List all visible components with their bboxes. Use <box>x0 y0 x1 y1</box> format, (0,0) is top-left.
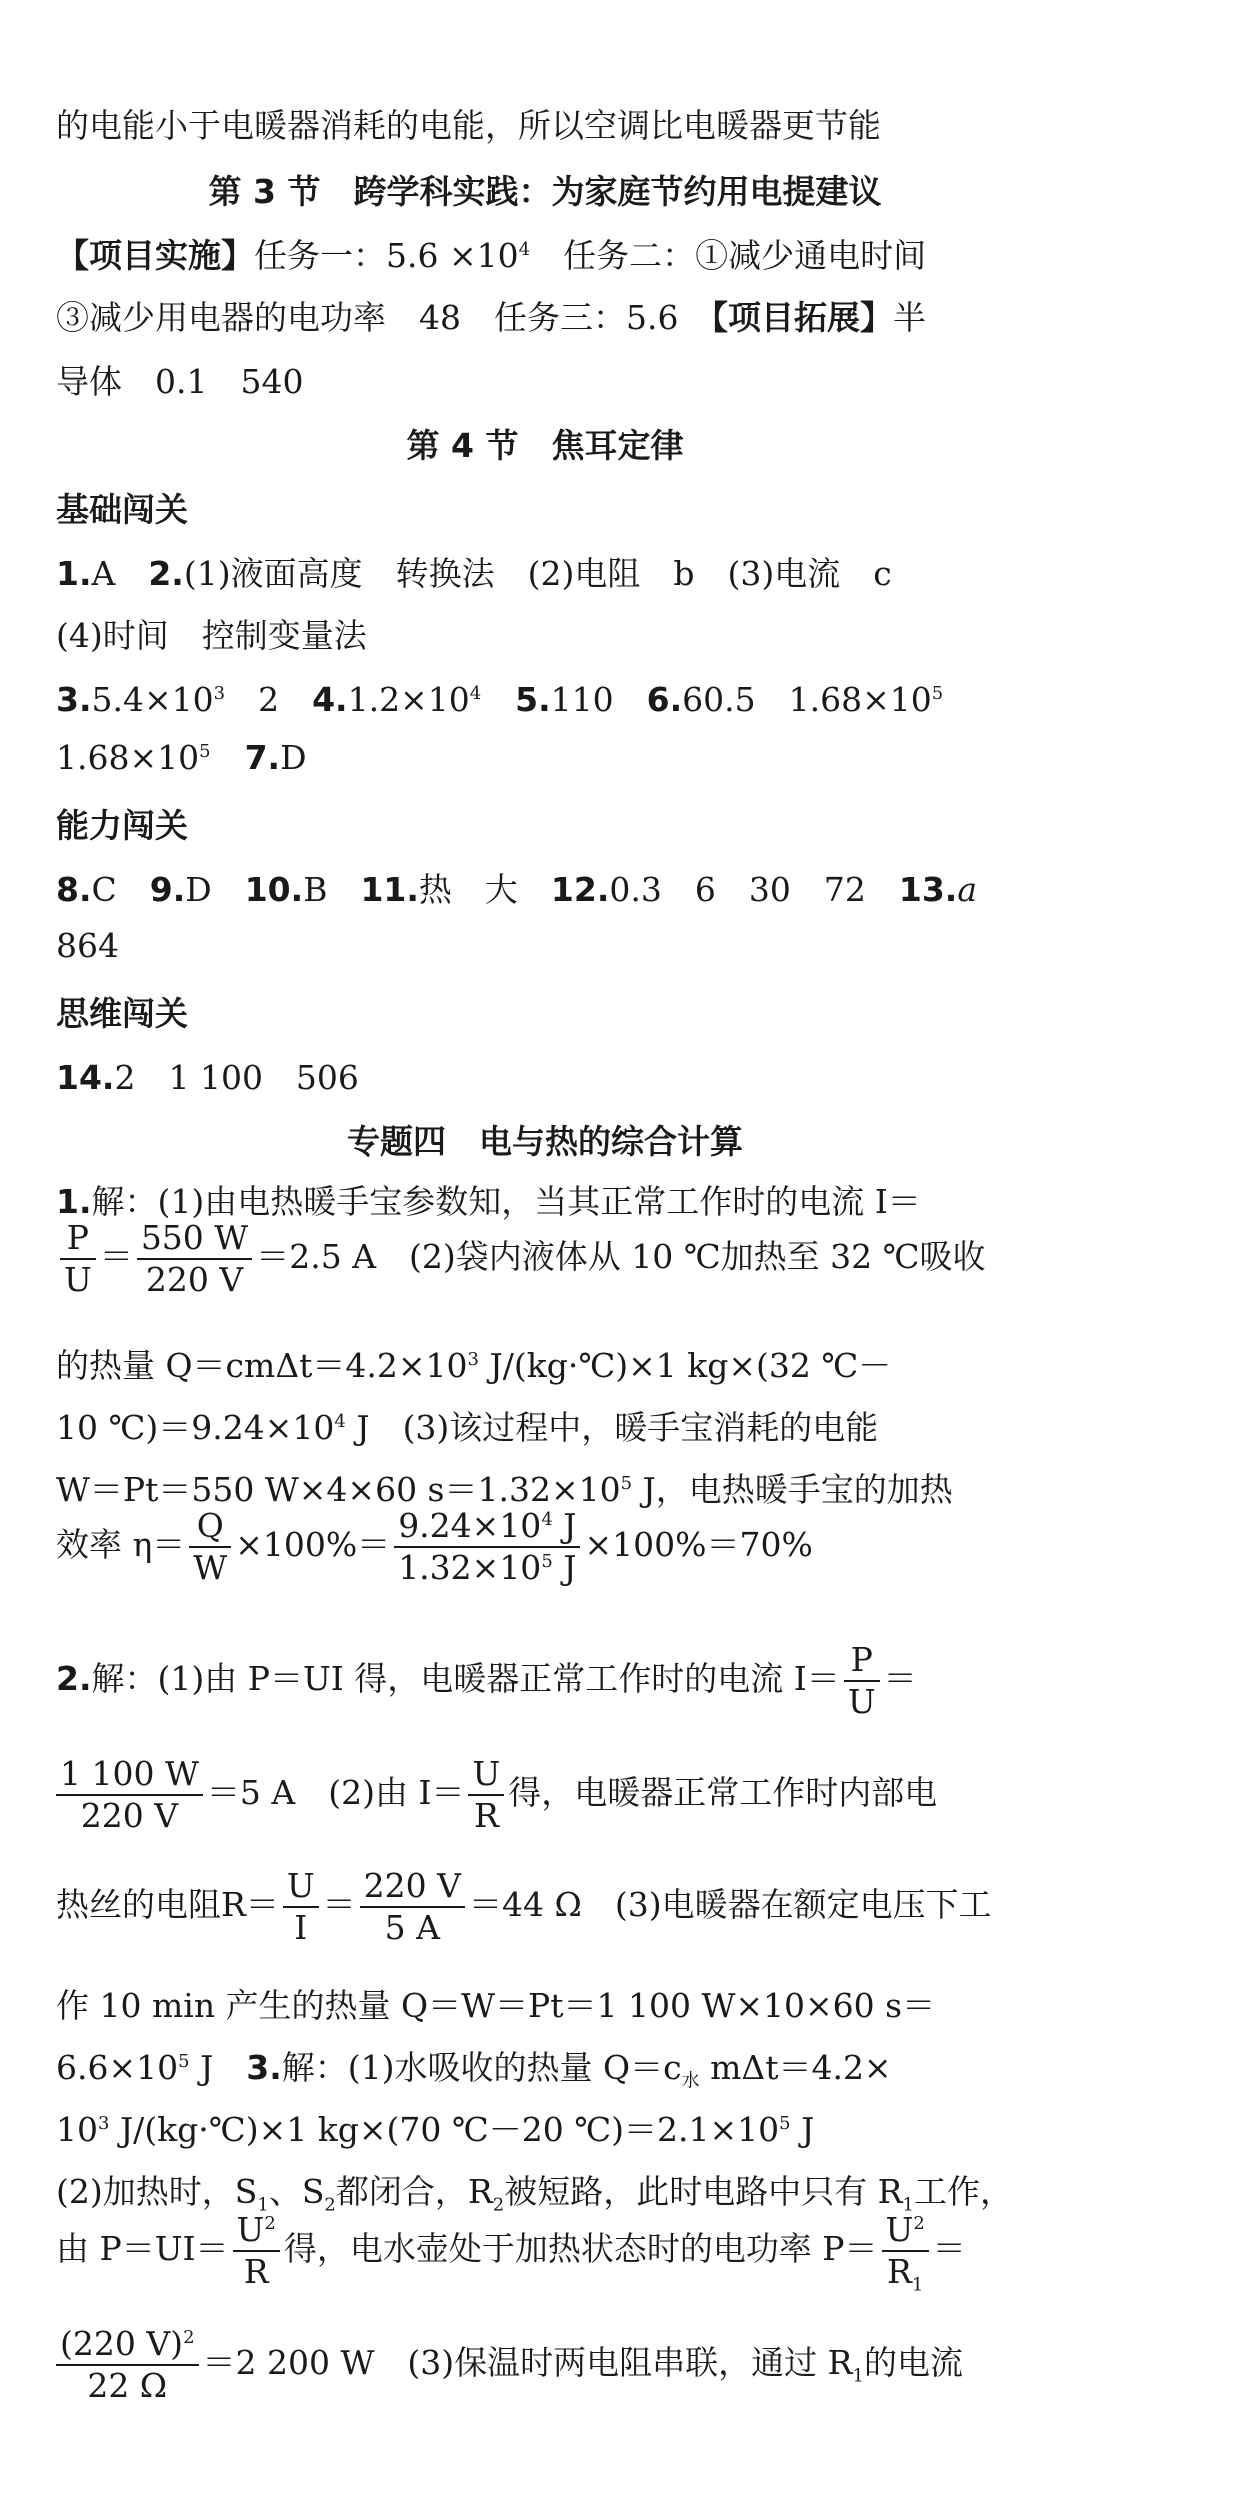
exponent: 3 <box>98 2113 110 2134</box>
fraction <box>60 1218 96 1300</box>
denominator: I <box>294 1908 308 1947</box>
text: 10 ℃)＝9.24×10 <box>56 1408 335 1447</box>
text: 由 P＝UI＝ <box>56 2229 229 2268</box>
exponent: 2 <box>264 2213 276 2234</box>
text: 半 <box>892 298 926 337</box>
answer: (1)液面高度 转换法 (2)电阻 b (3)电流 c <box>183 554 892 593</box>
text-line: 的电能小于电暖器消耗的电能，所以空调比电暖器更节能 <box>56 106 881 145</box>
exponent: 2 <box>183 2327 195 2348</box>
answer: 5.4×10 <box>91 680 214 719</box>
exponent: 5 <box>541 1551 553 1572</box>
answer: B <box>303 870 361 909</box>
text: 被短路，此时电路中只有 R <box>504 2172 903 2211</box>
text: 10 <box>56 2110 98 2149</box>
text: 的热量 Q＝cmΔt＝4.2×10 <box>56 1346 468 1385</box>
text: 热丝的电阻R＝ <box>56 1885 279 1924</box>
answer: A <box>91 554 149 593</box>
fraction <box>283 1866 319 1948</box>
subscript: 1 <box>911 2274 924 2296</box>
exponent: 3 <box>213 683 226 704</box>
denominator: 220 V <box>80 1796 179 1835</box>
fraction <box>468 1754 504 1836</box>
text: J <box>552 1506 577 1545</box>
exponent: 5 <box>178 2051 190 2072</box>
fraction <box>56 1754 203 1836</box>
text: 任务二：①减少通电时间 <box>530 236 927 275</box>
solution-line <box>56 1464 1034 1511</box>
question-number: 9. <box>149 870 186 909</box>
fraction <box>844 1640 880 1722</box>
subheading: 能力闯关 <box>56 806 188 845</box>
text: J <box>189 2048 247 2087</box>
question-number: 5. <box>515 680 551 719</box>
question-number: 11. <box>360 870 419 909</box>
subheading: 基础闯关 <box>56 490 188 529</box>
denominator: W <box>193 1548 228 1587</box>
numerator: U <box>468 1754 504 1796</box>
answer-line <box>56 864 1034 911</box>
text: ③减少用电器的电功率 48 任务三：5.6 <box>56 298 712 337</box>
text: J，电热暖手宝的加热 <box>632 1470 953 1509</box>
numerator: 220 V <box>360 1866 465 1908</box>
question-number: 1. <box>56 1182 92 1221</box>
solution-line <box>56 2042 1034 2092</box>
text: 解：(1)由电热暖手宝参数知，当其正常工作时的电流 I＝ <box>91 1182 921 1221</box>
answer: C <box>91 870 150 909</box>
exponent: 2 <box>913 2213 925 2234</box>
solution-line <box>56 1866 1034 1948</box>
answer: 1.2×10 <box>347 680 470 719</box>
answer-line <box>56 1052 1034 1099</box>
exponent: 4 <box>334 1411 346 1432</box>
denominator: U <box>847 1682 876 1721</box>
text: ＝44 Ω (3)电暖器在额定电压下工 <box>468 1885 992 1924</box>
fraction <box>189 1506 231 1588</box>
answer: D <box>280 738 307 777</box>
question-number: 8. <box>56 870 92 909</box>
text: (2)加热时，S <box>56 2172 258 2211</box>
numerator <box>56 2324 199 2366</box>
numerator: P <box>844 1640 880 1682</box>
solution-line <box>56 1402 1034 1449</box>
numerator <box>394 1506 580 1548</box>
exponent: 4 <box>518 239 531 260</box>
fraction <box>882 2210 929 2296</box>
solution-line <box>56 2166 1034 2216</box>
exponent: 5 <box>931 683 944 704</box>
numerator: Q <box>189 1506 231 1548</box>
numerator: P <box>60 1218 96 1260</box>
subscript: 2 <box>492 2194 505 2216</box>
text: 的电流 <box>863 2343 963 2382</box>
question-number: 2. <box>56 1659 92 1698</box>
answer: D <box>185 870 245 909</box>
exponent: 3 <box>467 1349 479 1370</box>
question-number: 6. <box>646 680 683 719</box>
fraction <box>360 1866 465 1948</box>
bracket-label: 【项目拓展】 <box>711 298 893 337</box>
text: W＝Pt＝550 W×4×60 s＝1.32×10 <box>56 1470 621 1509</box>
text: U <box>236 2210 265 2249</box>
fraction <box>394 1506 580 1588</box>
text: R <box>886 2252 912 2291</box>
exponent: 5 <box>199 741 211 762</box>
solution-line <box>56 1176 1034 1223</box>
answer: 2 1 100 506 <box>114 1058 359 1097</box>
text: ＝ <box>99 1237 133 1276</box>
question-number: 3. <box>56 680 92 719</box>
subscript: 1 <box>852 2365 864 2387</box>
solution-line <box>56 1754 1034 1836</box>
answer: 1.68×10 <box>56 738 200 777</box>
text: 得，电水壶处于加热状态时的电功率 P＝ <box>283 2229 878 2268</box>
question-number: 4. <box>312 680 348 719</box>
text: 都闭合，R <box>335 2172 493 2211</box>
answer: 0.3 6 30 72 <box>609 870 899 909</box>
subscript: 2 <box>324 2194 336 2216</box>
solution-line: 作 10 min 产生的热量 Q＝W＝Pt＝1 100 W×10×60 s＝ <box>56 1986 936 2025</box>
subscript: 水 <box>681 2070 700 2092</box>
solution-line <box>56 1340 1034 1387</box>
text: U <box>885 2210 914 2249</box>
question-number: 1. <box>56 554 92 593</box>
answer-line: 864 <box>56 926 119 965</box>
answer: 热 大 <box>418 870 551 909</box>
text: 1.32×10 <box>398 1548 542 1587</box>
solution-line <box>56 1506 1034 1588</box>
bracket-label: 【项目实施】 <box>56 236 254 275</box>
text-line <box>56 292 1034 339</box>
exponent: 4 <box>469 683 482 704</box>
solution-line <box>56 1218 1034 1300</box>
text: (220 V) <box>60 2324 184 2363</box>
fraction <box>137 1218 252 1300</box>
text: J (3)该过程中，暖手宝消耗的电能 <box>345 1408 879 1447</box>
text: ×100%＝ <box>235 1525 391 1564</box>
text: ＝5 A (2)由 I＝ <box>206 1773 465 1812</box>
question-number: 10. <box>244 870 304 909</box>
denominator: 5 A <box>384 1908 440 1947</box>
section-heading: 专题四 电与热的综合计算 <box>347 1122 743 1161</box>
solution-line <box>56 2104 1034 2151</box>
solution-line <box>56 1640 1034 1722</box>
numerator <box>233 2210 280 2252</box>
text: J/(kg·℃)×1 kg×(70 ℃－20 ℃)＝2.1×10 <box>109 2110 780 2149</box>
text: 9.24×10 <box>398 1506 542 1545</box>
numerator: 1 100 W <box>56 1754 203 1796</box>
exponent: 4 <box>541 1509 553 1530</box>
solution-line <box>56 2324 1034 2406</box>
text: 效率 η＝ <box>56 1525 186 1564</box>
text: ×100%＝70% <box>584 1525 813 1564</box>
numerator: U <box>283 1866 319 1908</box>
text: ＝ <box>883 1659 917 1698</box>
question-number: 13. <box>898 870 958 909</box>
answer: a <box>957 870 978 909</box>
question-number: 7. <box>244 738 281 777</box>
answer-line: (4)时间 控制变量法 <box>56 616 367 655</box>
denominator: 220 V <box>145 1260 244 1299</box>
text: 6.6×10 <box>56 2048 179 2087</box>
question-number: 14. <box>56 1058 115 1097</box>
text: 解：(1)水吸收的热量 Q＝c <box>281 2048 682 2087</box>
exponent: 5 <box>779 2113 791 2134</box>
subscript: 1 <box>257 2194 269 2216</box>
text: ＝ <box>322 1885 356 1924</box>
answer-line <box>56 548 1034 595</box>
text: 得，电暖器正常工作时内部电 <box>508 1773 938 1812</box>
denominator: 22 Ω <box>87 2366 168 2405</box>
text: J <box>790 2110 815 2149</box>
text-line: 导体 0.1 540 <box>56 362 304 401</box>
numerator: 550 W <box>137 1218 252 1260</box>
question-number: 3. <box>246 2048 282 2087</box>
answer-line <box>56 738 1034 777</box>
fraction <box>56 2324 199 2406</box>
answer: 110 <box>550 680 647 719</box>
question-number: 12. <box>550 870 610 909</box>
answer-line <box>56 674 1034 721</box>
section-heading: 第 4 节 焦耳定律 <box>406 426 684 465</box>
denominator: R <box>243 2252 269 2291</box>
text: J <box>552 1548 577 1587</box>
subscript: 1 <box>902 2194 914 2216</box>
fraction <box>233 2210 280 2292</box>
text: ＝ <box>932 2229 966 2268</box>
answer: 60.5 1.68×10 <box>682 680 932 719</box>
text: ＝2.5 A (2)袋内液体从 10 ℃加热至 32 ℃吸收 <box>256 1237 986 1276</box>
text: 、S <box>268 2172 325 2211</box>
text: 解：(1)由 P＝UI 得，电暖器正常工作时的电流 I＝ <box>91 1659 840 1698</box>
question-number: 2. <box>148 554 184 593</box>
denominator <box>394 1548 580 1588</box>
exponent: 5 <box>620 1473 633 1494</box>
subheading: 思维闯关 <box>56 994 188 1033</box>
answer: 2 <box>225 680 313 719</box>
text: 工作， <box>913 2172 1013 2211</box>
text-line <box>56 230 1034 277</box>
text: ＝2 200 W (3)保温时两电阻串联，通过 R <box>202 2343 853 2382</box>
denominator: U <box>64 1260 92 1299</box>
text: mΔt＝4.2× <box>699 2048 892 2087</box>
solution-line <box>56 2210 1034 2296</box>
numerator <box>882 2210 929 2252</box>
denominator: R <box>473 1796 499 1835</box>
denominator <box>882 2252 929 2296</box>
section-heading: 第 3 节 跨学科实践：为家庭节约用电提建议 <box>208 172 882 211</box>
text: J/(kg·℃)×1 kg×(32 ℃－ <box>479 1346 892 1385</box>
text: 任务一：5.6 ×10 <box>254 236 519 275</box>
